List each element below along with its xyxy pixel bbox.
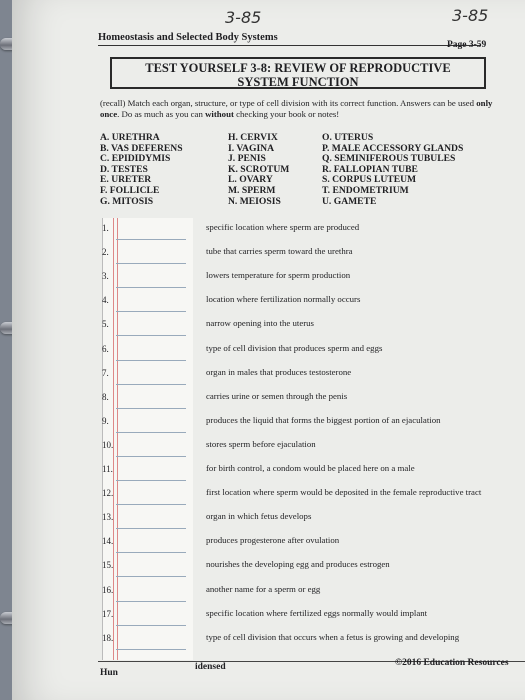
question-row bbox=[98, 364, 508, 388]
question-number: 1. bbox=[102, 223, 109, 233]
question-text: carries urine or semen through the penis bbox=[206, 390, 348, 401]
question-row bbox=[98, 291, 508, 315]
question-row bbox=[98, 629, 508, 653]
options-column-2 bbox=[228, 133, 289, 207]
worksheet-page bbox=[12, 0, 525, 700]
answer-blank[interactable] bbox=[116, 480, 186, 481]
instructions-bold-1: only once bbox=[100, 98, 493, 119]
answer-blank[interactable] bbox=[116, 384, 186, 385]
answer-blank[interactable] bbox=[116, 360, 186, 361]
option-o: O. UTERUS bbox=[322, 132, 374, 143]
question-text: produces the liquid that forms the biggest portion of an ejaculation bbox=[206, 414, 441, 425]
question-text: specific location where fertilized eggs normally would implant bbox=[206, 607, 428, 618]
question-text: type of cell division that occurs when a fetus is growing and developing bbox=[206, 631, 460, 642]
question-row bbox=[98, 532, 508, 556]
question-text: stores sperm before ejaculation bbox=[206, 438, 316, 449]
question-number: 13. bbox=[102, 512, 114, 523]
answer-blank[interactable] bbox=[116, 601, 186, 602]
answer-blank[interactable] bbox=[116, 408, 186, 409]
instructions-text-2: . Do as much as you can bbox=[117, 109, 206, 119]
option-r: R. FALLOPIAN TUBE bbox=[322, 163, 418, 175]
answer-blank[interactable] bbox=[116, 311, 186, 312]
answer-blank[interactable] bbox=[116, 552, 186, 553]
option-t: T. ENDOMETRIUM bbox=[322, 184, 409, 196]
question-text: narrow opening into the uterus bbox=[206, 318, 314, 329]
question-row bbox=[98, 436, 508, 460]
answer-blank[interactable] bbox=[116, 263, 186, 264]
option-d: D. TESTES bbox=[100, 163, 148, 175]
answer-blank[interactable] bbox=[116, 649, 186, 650]
instructions-bold-2: without bbox=[205, 109, 234, 119]
option-h: H. CERVIX bbox=[228, 132, 278, 143]
footer-middle-text: idensed bbox=[195, 662, 226, 672]
option-a: A. URETHRA bbox=[100, 132, 160, 143]
instructions-text-3: checking your book or notes! bbox=[233, 109, 340, 119]
handwritten-page-number-left: 3-85 bbox=[225, 8, 262, 27]
footer-copyright: ©2016 Education Resources bbox=[395, 658, 509, 668]
question-text: nourishes the developing egg and produces estrogen bbox=[206, 559, 390, 570]
option-j: J. PENIS bbox=[228, 153, 266, 165]
question-text: location where fertilization normally occurs bbox=[206, 294, 361, 305]
question-number: 2. bbox=[102, 247, 109, 258]
question-row bbox=[98, 340, 508, 364]
question-number: 15. bbox=[102, 560, 114, 571]
question-number: 11. bbox=[102, 464, 113, 474]
question-row bbox=[98, 388, 508, 412]
question-row bbox=[98, 556, 508, 580]
title-line-1: TEST YOURSELF 3-8: REVIEW OF REPRODUCTIVE bbox=[145, 61, 451, 75]
question-text: first location where sperm would be deposited in the female reproductive tract bbox=[206, 487, 482, 498]
question-text: tube that carries sperm toward the urethra bbox=[206, 246, 353, 257]
worksheet-title-box bbox=[110, 57, 486, 89]
option-s: S. CORPUS LUTEUM bbox=[322, 174, 417, 186]
answer-blank[interactable] bbox=[116, 456, 186, 457]
question-number: 7. bbox=[102, 367, 109, 378]
footer-left-text: Hun bbox=[100, 668, 118, 678]
question-text: another name for a sperm or egg bbox=[206, 583, 321, 594]
answer-blank[interactable] bbox=[116, 576, 186, 577]
option-q: Q. SEMINIFEROUS TUBULES bbox=[322, 153, 456, 165]
question-number: 14. bbox=[102, 536, 114, 547]
option-e: E. URETER bbox=[100, 174, 152, 186]
header-title: Homeostasis and Selected Body Systems bbox=[98, 32, 278, 43]
option-i: I. VAGINA bbox=[228, 142, 275, 154]
question-number: 6. bbox=[102, 343, 109, 354]
question-row bbox=[98, 412, 508, 436]
question-number: 4. bbox=[102, 295, 109, 306]
question-row bbox=[98, 219, 508, 243]
question-text: organ in males that produces testosterone bbox=[206, 366, 352, 377]
title-line-2: SYSTEM FUNCTION bbox=[237, 75, 359, 89]
option-k: K. SCROTUM bbox=[228, 163, 290, 175]
question-text: type of cell division that produces sperm and eggs bbox=[206, 342, 383, 353]
question-number: 12. bbox=[102, 488, 114, 499]
question-number: 16. bbox=[102, 584, 114, 595]
answer-blank[interactable] bbox=[116, 335, 186, 336]
question-row bbox=[98, 460, 508, 484]
answer-blank[interactable] bbox=[116, 528, 186, 529]
question-text: for birth control, a condom would be placed here on a male bbox=[206, 463, 415, 473]
question-text: lowers temperature for sperm production bbox=[206, 270, 351, 281]
question-row bbox=[98, 508, 508, 532]
handwritten-page-number-right: 3-85 bbox=[452, 6, 489, 25]
question-number: 3. bbox=[102, 271, 109, 282]
option-b: B. VAS DEFERENS bbox=[100, 142, 183, 154]
header-rule bbox=[98, 45, 480, 46]
answer-blank[interactable] bbox=[116, 625, 186, 626]
answer-blank[interactable] bbox=[116, 504, 186, 505]
options-column-3 bbox=[322, 133, 463, 207]
option-n: N. MEIOSIS bbox=[228, 195, 281, 207]
instructions bbox=[100, 98, 500, 120]
question-number: 5. bbox=[102, 319, 109, 330]
answer-blank[interactable] bbox=[116, 287, 186, 288]
option-f: F. FOLLICLE bbox=[100, 184, 160, 196]
option-u: U. GAMETE bbox=[322, 195, 377, 207]
option-g: G. MITOSIS bbox=[100, 195, 154, 207]
question-number: 18. bbox=[102, 632, 114, 643]
question-number: 17. bbox=[102, 608, 114, 619]
question-row bbox=[98, 605, 508, 629]
question-number: 10. bbox=[102, 439, 114, 450]
question-row bbox=[98, 484, 508, 508]
answer-blank[interactable] bbox=[116, 432, 186, 433]
answer-blank[interactable] bbox=[116, 239, 186, 240]
question-text: produces progesterone after ovulation bbox=[206, 535, 340, 546]
question-row bbox=[98, 315, 508, 339]
question-number: 8. bbox=[102, 391, 109, 402]
options-column-1 bbox=[100, 133, 183, 207]
option-p: P. MALE ACCESSORY GLANDS bbox=[322, 142, 464, 154]
instructions-text-1: (recall) Match each organ, structure, or type of cell division with its correct function. Answers can be used bbox=[100, 98, 477, 108]
question-text: specific location where sperm are produced bbox=[206, 222, 360, 232]
question-row bbox=[98, 581, 508, 605]
question-text: organ in which fetus develops bbox=[206, 511, 312, 522]
option-l: L. OVARY bbox=[228, 174, 273, 186]
option-m: M. SPERM bbox=[228, 184, 276, 196]
question-number: 9. bbox=[102, 415, 109, 426]
page-number: Page 3-59 bbox=[447, 40, 487, 50]
question-row bbox=[98, 267, 508, 291]
question-row bbox=[98, 243, 508, 267]
option-c: C. EPIDIDYMIS bbox=[100, 153, 171, 165]
